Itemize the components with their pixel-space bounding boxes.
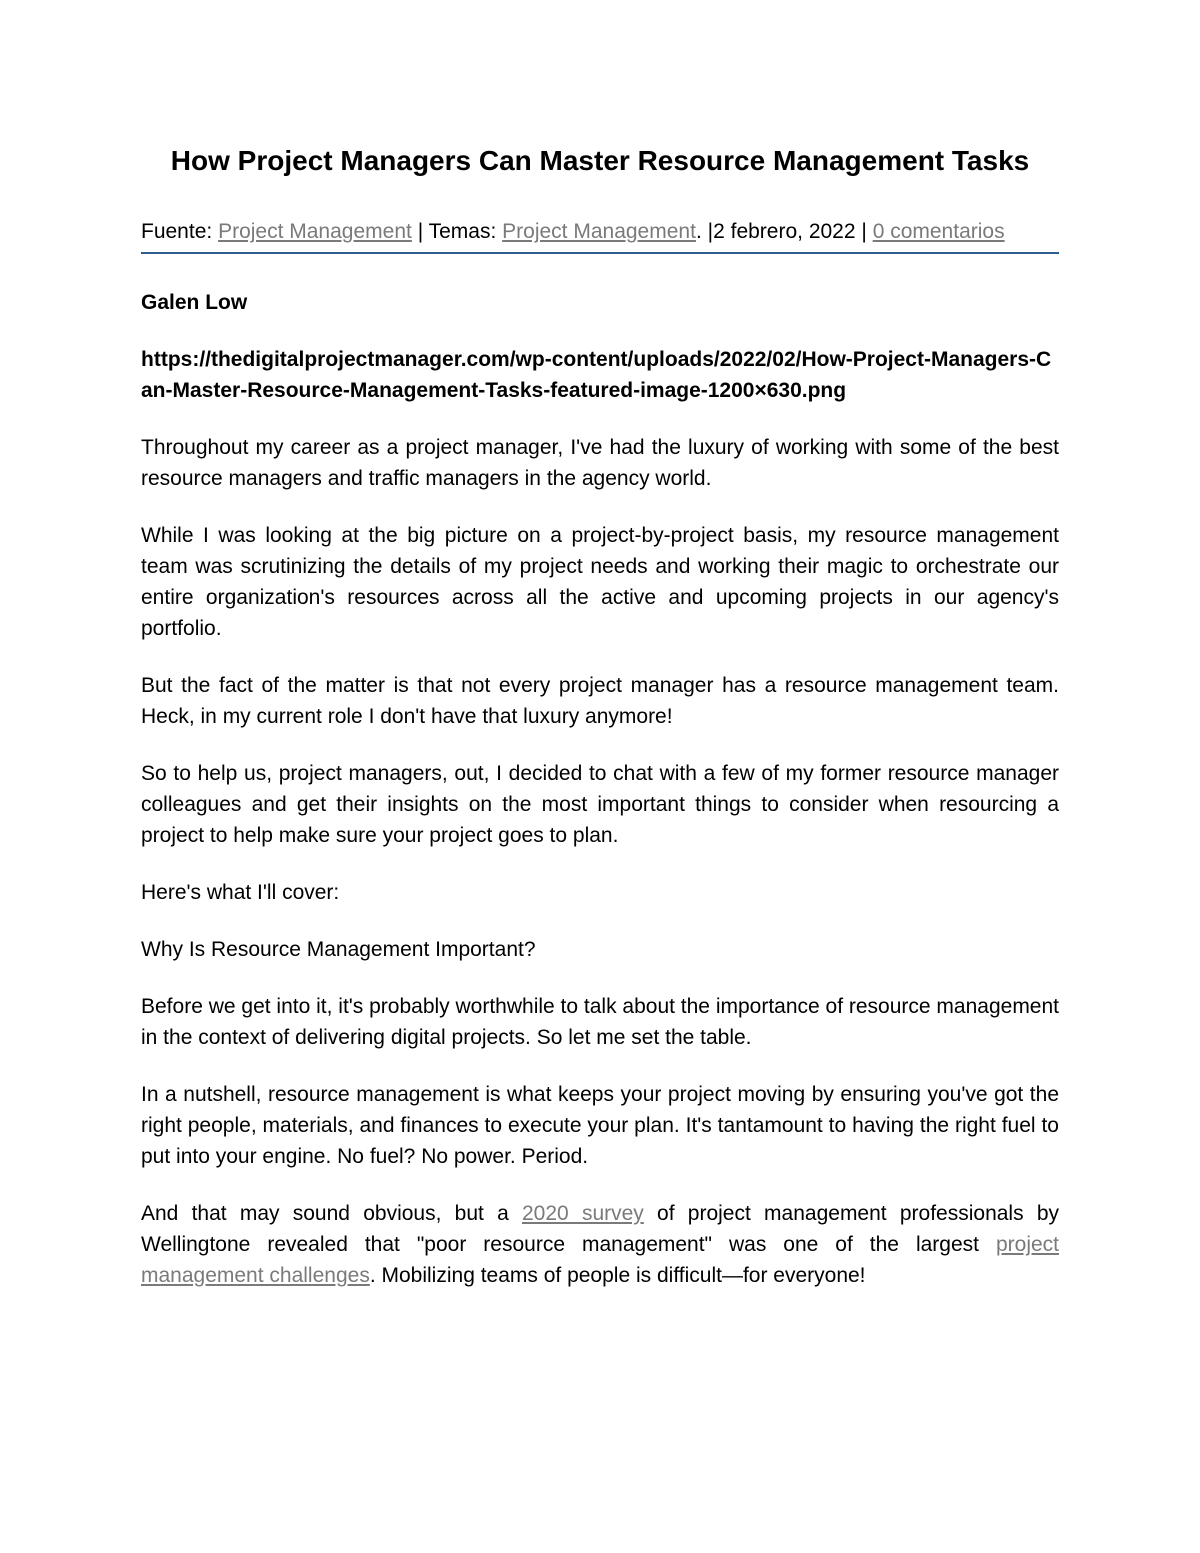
article-title: How Project Managers Can Master Resource Management Tasks <box>170 145 1030 176</box>
paragraph-8-text: And that may sound obvious, but a <box>141 1202 522 1225</box>
paragraph-5: Here's what I'll cover: <box>141 881 340 904</box>
topics-link[interactable]: Project Management <box>502 220 696 243</box>
challenges-link[interactable]: project management challenges <box>141 1233 1059 1287</box>
source-link[interactable]: Project Management <box>218 220 412 243</box>
meta-separator: | <box>417 220 424 243</box>
paragraph-3: But the fact of the matter is that not every project manager has a resource management team. Heck, in my current role I don't have that luxury anymore! <box>141 674 1059 728</box>
source-label: Fuente: <box>141 220 213 243</box>
article-meta <box>141 214 1059 254</box>
comments-link[interactable]: 0 comentarios <box>872 220 1005 243</box>
paragraph-6: Before we get into it, it's probably worthwhile to talk about the importance of resource management in the context of delivering digital projects. So let me set the table. <box>141 995 1060 1049</box>
featured-image-url: https://thedigitalprojectmanager.com/wp-content/uploads/2022/02/How-Project-Managers-Can-Master-Resource-Management-Tasks-featured-image-1200×630.png <box>141 348 1052 402</box>
survey-link[interactable]: 2020 survey <box>522 1202 644 1225</box>
paragraph-8-text: of project management professionals by Wellingtone revealed that "poor resource management" was one of the largest <box>141 1202 1060 1256</box>
meta-separator: | <box>707 220 714 243</box>
document-page <box>141 0 1059 1291</box>
author-name: Galen Low <box>141 291 248 314</box>
publish-date: 2 febrero, 2022 <box>713 220 856 243</box>
paragraph-8-text: . Mobilizing teams of people is difficult—for everyone! <box>369 1264 866 1287</box>
meta-period: . <box>695 220 702 243</box>
topics-label: Temas: <box>428 220 497 243</box>
paragraph-4: So to help us, project managers, out, I decided to chat with a few of my former resource manager colleagues and get their insights on the most important things to consider when resourcing a project to help make sure your project goes to plan. <box>141 762 1059 847</box>
section-heading: Why Is Resource Management Important? <box>141 938 536 961</box>
paragraph-1: Throughout my career as a project manager, I've had the luxury of working with some of the best resource managers and traffic managers in the agency world. <box>141 436 1059 490</box>
paragraph-7: In a nutshell, resource management is what keeps your project moving by ensuring you've got the right people, materials, and finances to execute your plan. It's tantamount to having the right fuel to put into your engine. No fuel? No power. Period. <box>141 1083 1059 1168</box>
paragraph-2: While I was looking at the big picture on a project-by-project basis, my resource management team was scrutinizing the details of my project needs and working their magic to orchestrate our entire organization's resources across all the active and upcoming projects in our agency's portfolio. <box>141 524 1059 640</box>
meta-separator: | <box>861 220 867 243</box>
paragraph-8 <box>141 1198 1059 1291</box>
